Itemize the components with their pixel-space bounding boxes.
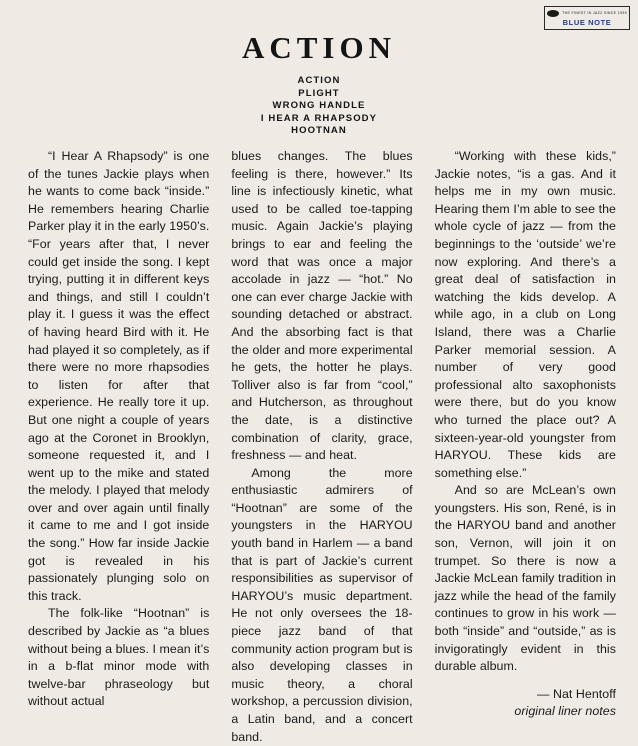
- liner-notes-column-2: [231, 148, 412, 746]
- track-item: PLIGHT: [298, 87, 340, 99]
- paragraph: And so are McLean’s own youngsters. His son, René, is in the HARYOU band and another son, Vernon, will join it on trumpet. So there is now a Jackie McLean family tradition in jazz while the head of the family continues to grow in his work — both “inside” and “outside,” as is invigoratingly evident in this durable album.: [434, 483, 616, 674]
- liner-notes-column-1: [28, 148, 209, 746]
- record-disc-icon: [547, 10, 559, 17]
- track-item: ACTION: [297, 75, 341, 86]
- track-item: WRONG HANDLE: [272, 100, 366, 111]
- track-item: HOOTNAN: [291, 125, 347, 136]
- paragraph: Among the more enthusiastic admirers of “Hootnan” are some of the youngsters in the HARYOU youth band in Harlem — a band that is part of Jackie’s current responsibilities as supervisor of HARYOU’s music department. He not only oversees the 18-piece jazz band of that community action program but is also developing classes in music theory, a choral workshop, a percussion division, a Latin band, and a concert band.: [231, 465, 413, 744]
- signature-name: — Nat Hentoff: [537, 686, 616, 701]
- track-item: I HEAR A RHAPSODY: [260, 112, 378, 124]
- page-title: ACTION: [241, 30, 396, 65]
- blue-note-logo: [544, 6, 630, 30]
- tracklist: [0, 75, 638, 138]
- paragraph: “Working with these kids,” Jackie notes, “is a gas. And it helps me in my own music. Hearing them I’m able to see the whole cycle of jazz — from the beginnings to the ‘outside’ we’re now exploring. And there’s a great deal of satisfaction in watching the kids develop. A while ago, in a club on Long Island, there was a Charlie Parker memorial session. A number of very good professional alto saxophonists were there, but do you know who turned the place out? A sixteen-year-old youngster from HARYOU. These kids are something else.”: [434, 149, 616, 480]
- logo-tagline: THE FINEST IN JAZZ SINCE 1939: [562, 11, 627, 15]
- logo-label-name: BLUE NOTE: [562, 17, 612, 27]
- liner-notes-columns: [28, 148, 616, 746]
- signature-block: [435, 686, 616, 720]
- paragraph: blues changes. The blues feeling is there, however.” Its line is infectiously kinetic, what used to be called toe-tapping music. Again Jackie’s playing brings to ear and feeling the word that was once a major accolade in jazz — “hot.” No one can ever charge Jackie with sounding detached or abstract. And the absorbing fact is that the older and more experimental he gets, the hotter he plays. Tolliver also is far from “cool,” and Hutcherson, as throughout the date, is a distinctive combination of clarity, grace, freshness — and heat.: [231, 149, 413, 463]
- signature-role: original liner notes: [514, 703, 616, 718]
- paragraph: The folk-like “Hootnan” is described by Jackie as “a blues without being a blues. I mean it’s in a b-flat minor mode with twelve-bar phraseology but without actual: [28, 606, 210, 709]
- logo-top-row: [547, 10, 627, 17]
- paragraph: “I Hear A Rhapsody” is one of the tunes Jackie plays when he wants to come back “inside.” He remembers hearing Charlie Parker play it in the early 1950’s. “For years after that, I never could get inside the song. I kept trying, putting it in different keys and things, and still I couldn’t play it. I guess it was the effect of having heard Bird with it. He had played it so completely, as if there were no more rhapsodies to listen for after that experience. He really tore it up. But one night a couple of years ago at the Coronet in Brooklyn, someone requested it, and I went up to the mike and stated the melody. I played that melody over and over again until finally it came to me and I got inside the song.” How far inside Jackie got is revealed in his passionately plunging solo on this track.: [28, 149, 210, 603]
- liner-notes-column-3: [435, 148, 616, 746]
